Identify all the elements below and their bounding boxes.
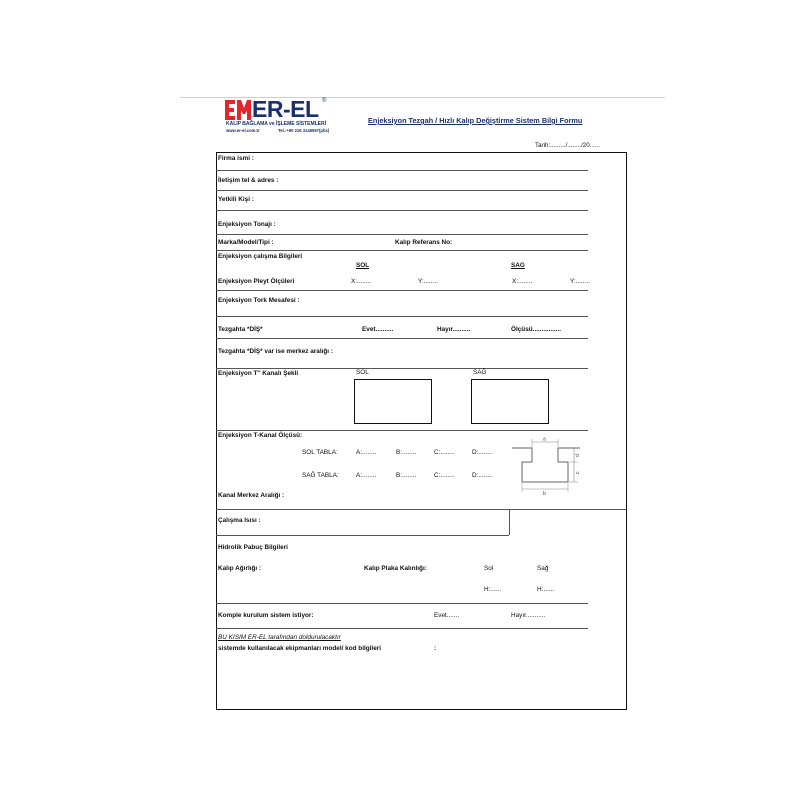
t-slot-shape-right-label: SAĞ [473,369,487,376]
field-divider [509,509,510,535]
field-line [216,170,588,171]
t-slot-diagram [510,436,582,496]
mold-reference-label: Kalıp Referans No: [395,239,453,246]
side-left-heading: SOL [356,262,370,269]
thread-no: Hayır.......... [437,326,471,333]
plate-left-label: Sol [484,565,494,572]
plate-right-label: Sağ [537,565,549,572]
plate-left-h: H:...... [484,586,502,593]
t-slot-shape-box-left [354,379,432,424]
left-table-d: D:........ [472,449,493,456]
company-name-label: Firma ismi : [218,155,254,162]
left-table-label: SOL TABLA: [302,449,338,456]
right-table-label: SAĞ TABLA: [302,472,339,479]
field-line [216,535,509,536]
platen-left-x: X:........ [351,278,372,285]
side-right-heading: SAG [511,262,525,269]
platen-left-y: Y:........ [418,278,438,285]
operating-temperature-label: Çalışma Isısı : [218,517,261,524]
field-line [216,210,588,211]
working-info-heading: Enjeksiyon çalışma Bilgileri [218,253,303,260]
field-line [216,368,588,369]
internal-note: BU KISIM ER-EL tarafından doldurulacaktır [218,634,341,641]
t-slot-size-label: Enjeksiyon T-Kanal Ölçüsü: [218,432,303,439]
left-table-c: C:........ [434,449,455,456]
field-line [216,250,588,251]
dimension-b-label: b [543,491,546,496]
field-line [216,509,626,510]
form-title: Enjeksiyon Tezgah / Hızlı Kalıp Değiştirme Sistem Bilgi Formu [368,116,583,125]
dimension-a-label: a [543,436,546,443]
left-table-b: B:........ [396,449,417,456]
injection-tonnage-label: Enjeksiyon Tonajı : [218,221,276,228]
authorized-person-label: Yetkili Kişi : [218,196,254,203]
equipment-info-colon: : [434,645,437,652]
field-line [216,290,588,291]
t-slot-shape-left-label: SOL [356,369,369,376]
logo-tagline: KALIP BAĞLAMA ve İŞLEME SİSTEMLERİ [226,121,327,127]
platen-right-x: X:........ [512,278,533,285]
field-line [216,338,588,339]
field-line [216,628,588,629]
platen-right-y: Y:........ [570,278,590,285]
field-line [216,430,588,431]
field-line [216,603,588,604]
channel-center-distance-label: Kanal Merkez Aralığı : [218,492,285,499]
plate-right-h: H:...... [537,586,555,593]
complete-system-no: Hayır........... [511,612,546,619]
contact-label: İletişim tel & adres : [218,177,279,184]
mold-plate-thickness-label: Kalıp Plaka Kalınlığı: [364,565,427,572]
right-table-a: A:........ [356,472,377,479]
logo-website: www.er-el.com.tr [226,128,260,133]
thread-center-distance-label: Tezgahta *DİŞ* var ise merkez aralığı : [218,348,333,355]
field-line [216,190,588,191]
t-slot-profile [512,448,580,482]
complete-system-label: Komple kurulum sistem istiyor: [218,612,314,619]
equipment-info-label: sistemde kullanılacak ekipmanları model/ kod bilgileri [218,645,382,652]
left-table-a: A:........ [356,449,377,456]
field-line [216,316,588,317]
thread-size: Ölçüsü................ [511,326,562,333]
right-table-d: D:........ [472,472,493,479]
field-line [216,234,588,235]
complete-system-yes: Evet....... [434,612,460,619]
logo-phone: Tel.:+90 216 3146597(pbx) [278,128,330,133]
t-slot-shape-label: Enjeksiyon T'' Kanalı Şekli [218,370,299,377]
thread-yes: Evet.......... [362,326,394,333]
right-table-c: C:........ [434,472,455,479]
mold-weight-label: Kalıp Ağırlığı : [218,565,262,572]
brand-model-label: Marka/Model/Tipi : [218,239,274,246]
er-el-logo-mark-icon [225,100,251,120]
registered-mark: ® [322,98,327,104]
thread-label: Tezgahta *DİŞ* [218,326,263,333]
t-slot-shape-box-right [471,379,549,424]
logo-brand-text: ER-EL [252,96,319,122]
dimension-d-label: d [575,454,581,457]
form-frame [216,152,627,710]
hydraulic-clamp-heading: Hidrolik Pabuç Bilgileri [218,544,288,551]
tie-bar-distance-label: Enjeksiyon Tork Mesafesi : [218,297,300,304]
dimension-c-label: c [575,471,581,474]
right-table-b: B:........ [396,472,417,479]
platen-dimensions-label: Enjeksiyon Pleyt Ölçüleri [218,278,295,285]
date-field: Tarih:........./......../20...... [535,142,600,149]
